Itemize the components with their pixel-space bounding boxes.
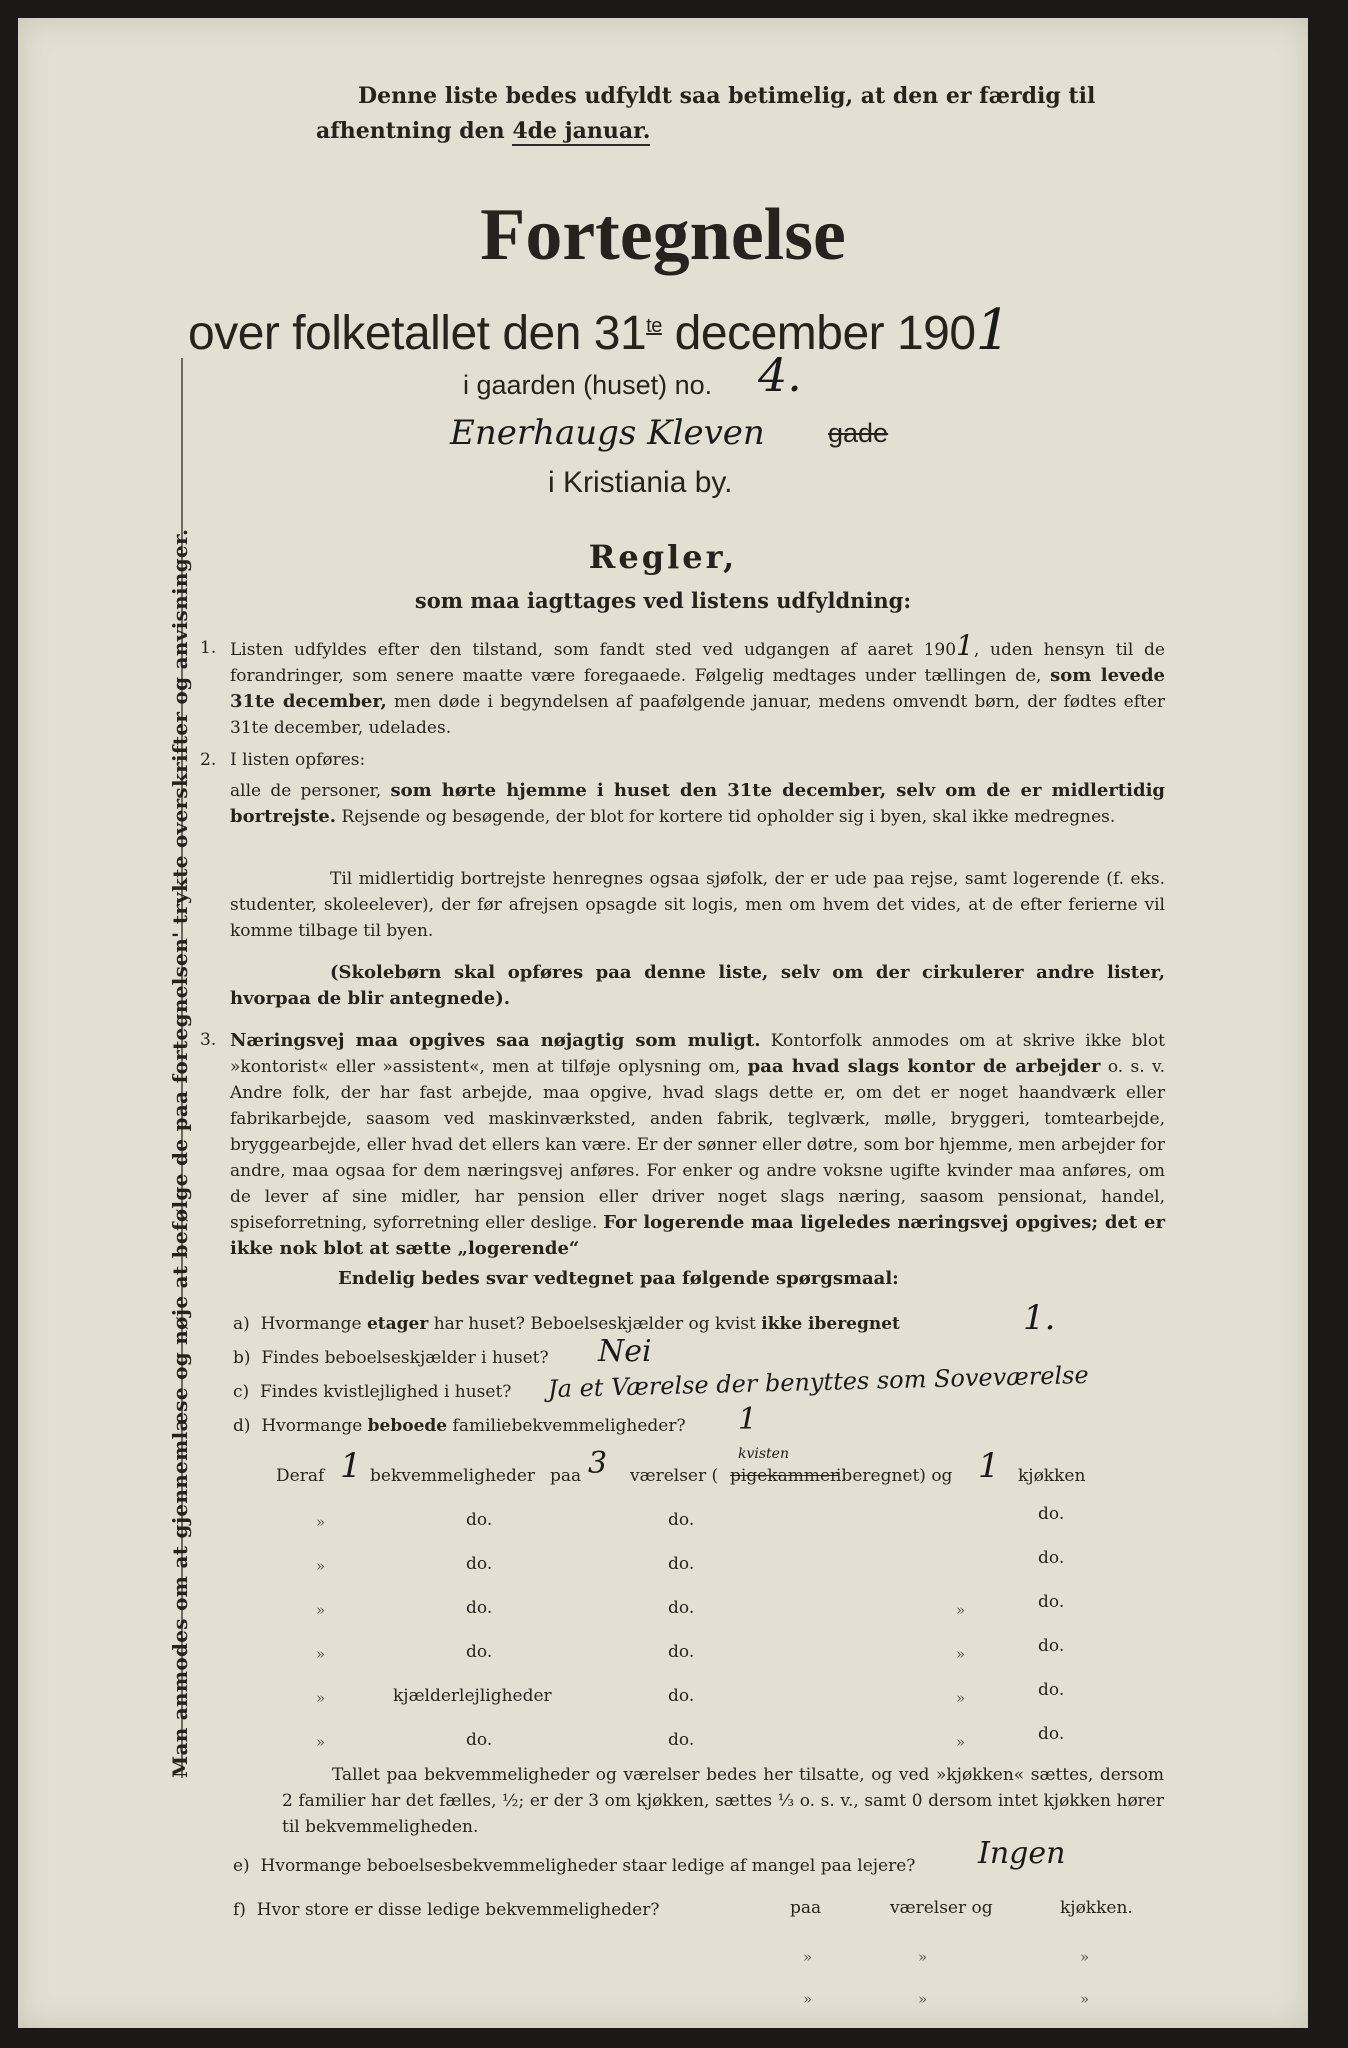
rule-3-bold-3: For logerende maa ligeledes næringsvej opgives; det er ikke nok blot at sætte „logerende“ bbox=[230, 1212, 1165, 1259]
do-cell: do. bbox=[1038, 1680, 1065, 1700]
rule-1-number: 1. bbox=[200, 638, 217, 658]
question-e-text: Hvormange beboelsesbekvemmeligheder staar ledige af mangel paa lejere? bbox=[260, 1856, 916, 1876]
tallet-note: Tallet paa bekvemmeligheder og værelser bedes her tilsatte, og ved »kjøkken« sættes, dersom 2 familier har det fælles, ½; er der 3 om kjøkken, sættes ⅓ o. s. v., samt 0 dersom intet kjøkken hører til bekvemmeligheden. bbox=[282, 1765, 1164, 1837]
question-f-kjokken: kjøkken. bbox=[1060, 1898, 1133, 1918]
answer-b: Nei bbox=[598, 1334, 652, 1369]
bullet: » bbox=[1080, 1948, 1090, 1966]
bullet: » bbox=[956, 1601, 966, 1619]
pickup-date: 4de januar. bbox=[512, 118, 651, 144]
question-a bbox=[233, 1314, 900, 1334]
intro-prefix: afhentning den bbox=[316, 118, 505, 144]
rules-subheading: som maa iagttages ved listens udfyldning: bbox=[414, 588, 912, 613]
deraf-vaerelser: værelser ( bbox=[630, 1466, 719, 1486]
street-handwritten: Enerhaugs Kleven bbox=[450, 413, 765, 453]
sidebar-instruction: Man anmodes om at gjennemlæse og nøje at befølge de paa fortegnelsen' trykte overskrifter og anvisninger. bbox=[168, 528, 192, 1778]
do-cell: do. bbox=[1038, 1636, 1065, 1656]
bullet: » bbox=[803, 1948, 813, 1966]
do-cell: do. bbox=[466, 1730, 493, 1750]
rule-2-number: 2. bbox=[200, 750, 217, 770]
bullet: » bbox=[1080, 1990, 1090, 2008]
gade-label: gade bbox=[828, 418, 889, 448]
question-b bbox=[233, 1348, 549, 1368]
rule-2-para-3: (Skolebørn skal opføres paa denne liste, selv om der cirkulerer andre lister, hvorpaa de blir antegnede). bbox=[230, 962, 1165, 1009]
bullet: » bbox=[918, 1990, 928, 2008]
page-subtitle bbox=[188, 298, 1011, 363]
rule-1-year-hand: 1 bbox=[956, 629, 974, 662]
bullet: » bbox=[956, 1645, 966, 1663]
intro-line-2 bbox=[316, 118, 650, 144]
question-f-label: f) bbox=[233, 1900, 246, 1920]
bullet: » bbox=[316, 1557, 326, 1575]
gaarden-label: i gaarden (huset) no. bbox=[463, 370, 713, 400]
question-e-label: e) bbox=[233, 1856, 250, 1876]
bullet: » bbox=[956, 1733, 966, 1751]
deraf-iberegnet: iberegnet) og bbox=[836, 1466, 953, 1486]
do-cell: do. bbox=[1038, 1724, 1065, 1744]
rule-3-text bbox=[230, 1028, 1165, 1262]
answer-d: 1 bbox=[738, 1402, 758, 1437]
do-cell: do. bbox=[466, 1598, 493, 1618]
rule-2-text bbox=[230, 778, 1165, 830]
questions-heading: Endelig bedes svar vedtegnet paa følgende spørgsmaal: bbox=[338, 1268, 899, 1289]
question-d bbox=[233, 1416, 686, 1436]
bullet: » bbox=[316, 1645, 326, 1663]
question-b-text: Findes beboelseskjælder i huset? bbox=[261, 1348, 549, 1368]
bullet: » bbox=[803, 1990, 813, 2008]
question-a-bold-2: ikke iberegnet bbox=[761, 1314, 900, 1334]
question-f-vaerelser: værelser og bbox=[890, 1898, 993, 1918]
rule-3-bold-1: Næringsvej maa opgives saa nøjagtig som muligt. bbox=[230, 1030, 761, 1051]
rule-3-number: 3. bbox=[200, 1030, 217, 1050]
deraf-kitchen-hand: 1 bbox=[978, 1446, 1000, 1486]
deraf-label: Deraf bbox=[276, 1466, 325, 1486]
do-cell: do. bbox=[668, 1686, 695, 1706]
answer-e: Ingen bbox=[978, 1836, 1066, 1871]
question-b-label: b) bbox=[233, 1348, 251, 1368]
do-cell: do. bbox=[668, 1730, 695, 1750]
deraf-kvisten-hand: kvisten bbox=[738, 1446, 789, 1462]
question-e bbox=[233, 1856, 915, 1876]
deraf-bekv bbox=[370, 1466, 535, 1486]
do-cell: do. bbox=[1038, 1592, 1065, 1612]
census-form-page bbox=[18, 18, 1308, 2028]
do-cell: do. bbox=[668, 1554, 695, 1574]
question-a-part-2: har huset? Beboelseskjælder og kvist bbox=[433, 1314, 756, 1334]
question-f bbox=[233, 1900, 659, 1920]
bullet: » bbox=[316, 1513, 326, 1531]
question-f-text: Hvor store er disse ledige bekvemmeligheder? bbox=[256, 1900, 660, 1920]
rule-1-bold: som levede 31te december, bbox=[230, 665, 1166, 712]
question-d-label: d) bbox=[233, 1416, 251, 1436]
gaarden-number: 4. bbox=[758, 348, 802, 402]
rule-3-part-1: Kontorfolk anmodes om at skrive ikke blot »kontorist« eller »assistent«, men at tilføje oplysning om, bbox=[230, 1031, 1165, 1077]
rule-1-part-3: men døde i begyndelsen af paafølgende januar, medens omvendt børn, der fødtes efter 31te december, udelades. bbox=[230, 692, 1166, 738]
bullet: » bbox=[918, 1948, 928, 1966]
deraf-pigekammer: pigekammer bbox=[730, 1466, 839, 1486]
question-a-label: a) bbox=[233, 1314, 250, 1334]
rules-heading: Regler, bbox=[588, 538, 738, 576]
bullet: » bbox=[316, 1689, 326, 1707]
answer-a: 1. bbox=[1023, 1298, 1056, 1338]
rule-1-text bbox=[230, 629, 1166, 741]
deraf-count-hand: 1 bbox=[340, 1446, 362, 1486]
do-cell: do. bbox=[668, 1510, 695, 1530]
bullet: » bbox=[316, 1601, 326, 1619]
question-d-part-2: familiebekvemmeligheder? bbox=[452, 1416, 686, 1436]
bullet: » bbox=[956, 1689, 966, 1707]
do-cell: do. bbox=[466, 1554, 493, 1574]
rule-1-part-2: , uden hensyn til de forandringer, som senere maatte være foregaaede. Følgelig medtages under tællingen de, bbox=[230, 640, 1165, 686]
do-cell: do. bbox=[466, 1510, 493, 1530]
city-label: i Kristiania by. bbox=[548, 466, 733, 499]
rule-2-part-2: Rejsende og besøgende, der blot for kortere tid opholder sig i byen, skal ikke medregnes. bbox=[341, 807, 1116, 827]
year-handwritten: 1 bbox=[975, 298, 1011, 363]
deraf-kjokken: kjøkken bbox=[1018, 1466, 1086, 1486]
question-f-paa: paa bbox=[790, 1898, 822, 1918]
kjaelder-cell: kjælderlejligheder bbox=[393, 1686, 552, 1706]
question-c-label: c) bbox=[233, 1382, 250, 1402]
deraf-bekv-text: bekvemmeligheder bbox=[370, 1466, 536, 1486]
question-a-part-1: Hvormange bbox=[260, 1314, 362, 1334]
rule-3-part-2: o. s. v. Andre folk, der har fast arbejde, maa opgive, hvad slags dette er, om det er noget haandværk eller fabrikarbejde, saasom ved maskinværksted, anden fabrik, teglværk, mølle, bryggeri, tomtearbejde, bryggearbejde, eller hvad det ellers kan være. Er der sønner eller døtre, som bor hjemme, men arbejder for andre, maa ogsaa for dem næringsvej anføres. For enker og andre voksne ugifte kvinder maa anføres, om de lever af sine midler, har pension eller driver noget slags næring, saasom pensionat, handel, spiseforretning, syforretning eller deslige. bbox=[230, 1057, 1166, 1233]
rule-2-lead: I listen opføres: bbox=[230, 750, 366, 770]
do-cell: do. bbox=[1038, 1504, 1065, 1524]
page-title: Fortegnelse bbox=[480, 194, 846, 276]
rule-2-bold: som hørte hjemme i huset den 31te december, selv om de er midlertidig bortrejste. bbox=[230, 780, 1165, 827]
question-c bbox=[233, 1382, 511, 1402]
rule-1-part-1: Listen udfyldes efter den tilstand, som fandt sted ved udgangen af aaret 190 bbox=[230, 640, 957, 660]
subtitle-prefix: over folketallet den 31 bbox=[188, 307, 647, 360]
do-cell: do. bbox=[668, 1642, 695, 1662]
question-c-text: Findes kvistlejlighed i huset? bbox=[259, 1382, 512, 1402]
rule-2-para-2: Til midlertidig bortrejste henregnes ogsaa sjøfolk, der er ude paa rejse, samt logerende (f. eks. studenter, skoleelever), der før afrejsen opsagde sit logis, men om hvem det vides, at de efter ferierne vil komme tilbage til byen. bbox=[230, 869, 1165, 941]
question-d-bold: beboede bbox=[367, 1416, 448, 1436]
answer-c: Ja et Værelse der benyttes som Soveværelse bbox=[547, 1360, 1089, 1404]
subtitle-suffix: december 190 bbox=[674, 307, 976, 360]
rule-3-bold-2: paa hvad slags kontor de arbejder bbox=[747, 1056, 1101, 1077]
question-a-bold-1: etager bbox=[366, 1314, 429, 1334]
do-cell: do. bbox=[466, 1642, 493, 1662]
do-cell: do. bbox=[668, 1598, 695, 1618]
bullet: » bbox=[316, 1733, 326, 1751]
deraf-paa: paa bbox=[550, 1466, 582, 1486]
intro-line-1: Denne liste bedes udfyldt saa betimelig, at den er færdig til bbox=[358, 83, 1096, 109]
deraf-rooms-hand: 3 bbox=[588, 1446, 608, 1481]
subtitle-sup: te bbox=[646, 315, 662, 337]
rule-2-part-1: alle de personer, bbox=[230, 781, 382, 801]
question-d-part-1: Hvormange bbox=[261, 1416, 363, 1436]
do-cell: do. bbox=[1038, 1548, 1065, 1568]
